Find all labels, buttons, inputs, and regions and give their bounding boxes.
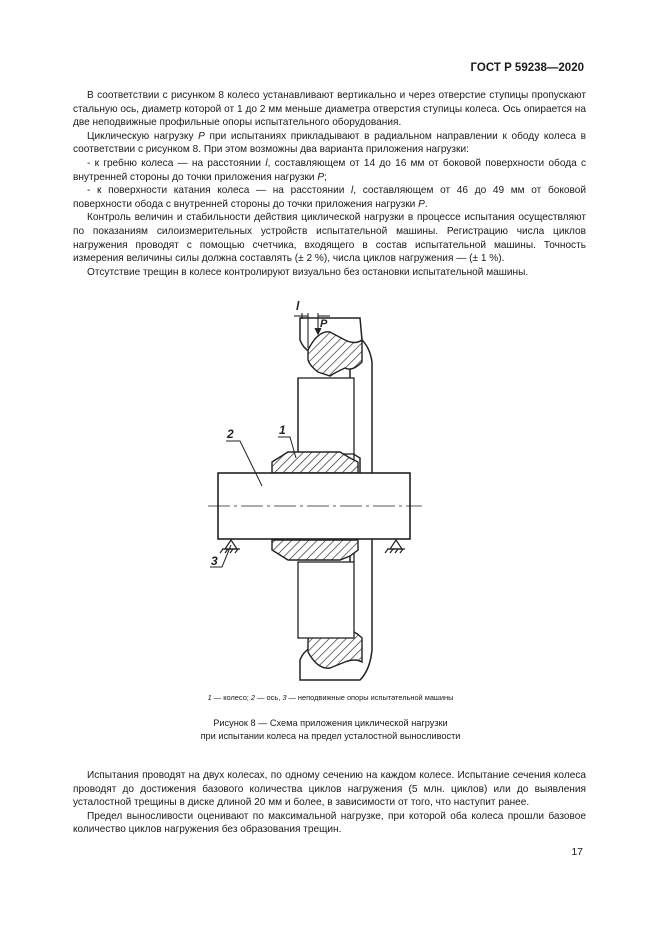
body-text-top [73,89,586,279]
label-p: P [320,318,328,330]
body-text-bottom [73,769,586,837]
paragraph: Отсутствие трещин в колесе контролируют визуально без остановки испытательной машины. [87,266,529,278]
page-number: 17 [571,846,583,858]
label-1: 1 [279,423,286,437]
paragraph: Испытания проводят на двух колесах, по одному сечению на каждом колесе. Испытание сечения колеса проводят до достижения базового количества циклов нагружения (5 млн. циклов) или до выявления усталостной трещины в диске длиной 20 мм и более, в зависимости от того, что наступит ранее. [73,770,586,809]
paragraph: В соответствии с рисунком 8 колесо устанавливают вертикально и через отверстие ступицы пропускают стальную ось, диаметр которой от 1 до 2 мм меньше диаметра отверстия ступицы колеса. Ось опирается на две неподвижные профильные опоры испытательного оборудования. [73,90,586,129]
wheel-test-diagram [200,300,430,690]
label-l: l [296,300,300,313]
axle [208,473,422,539]
label-2: 2 [227,427,234,441]
paragraph: Предел выносливости оценивают по максимальной нагрузке, при которой оба колеса прошли базовое количество циклов нагружения без образования трещин. [73,810,586,836]
paragraph: Контроль величин и стабильности действия циклической нагрузки в процессе испытания осуществляют по показаниям силоизмерительных устройств испытательной машины. Регистрацию числа циклов нагружения проводят с помощью счетчика, входящего в состав испытательной машины. Точность измерения величины силы должна составлять (± 2 %), числа циклов нагружения — (± 1 %). [73,212,586,265]
document-header: ГОСТ Р 59238—2020 [470,62,584,74]
support-right [385,540,405,553]
figure-legend: 1 — колесо; 2 — ось, 3 — неподвижные опоры испытательной машины [207,693,454,702]
figure-caption: Рисунок 8 — Схема приложения циклической нагрузки при испытании колеса на предел усталостной выносливости [200,718,461,741]
paragraph: Циклическую нагрузку P при испытаниях прикладывают в радиальном направлении к ободу колеса в соответствии с рисунком 8. При этом возможны два варианта приложения нагрузки: [73,130,586,156]
label-3: 3 [211,554,218,568]
list-item: - к гребню колеса — на расстоянии l, составляющем от 14 до 16 мм от боковой поверхности обода с внутренней стороны до точки приложения нагрузки P; [73,157,587,183]
list-item: - к поверхности катания колеса — на расстоянии l, составляющем от 46 до 49 мм от боковой поверхности обода с внутренней стороны до точки приложения нагрузки P. [73,185,586,210]
